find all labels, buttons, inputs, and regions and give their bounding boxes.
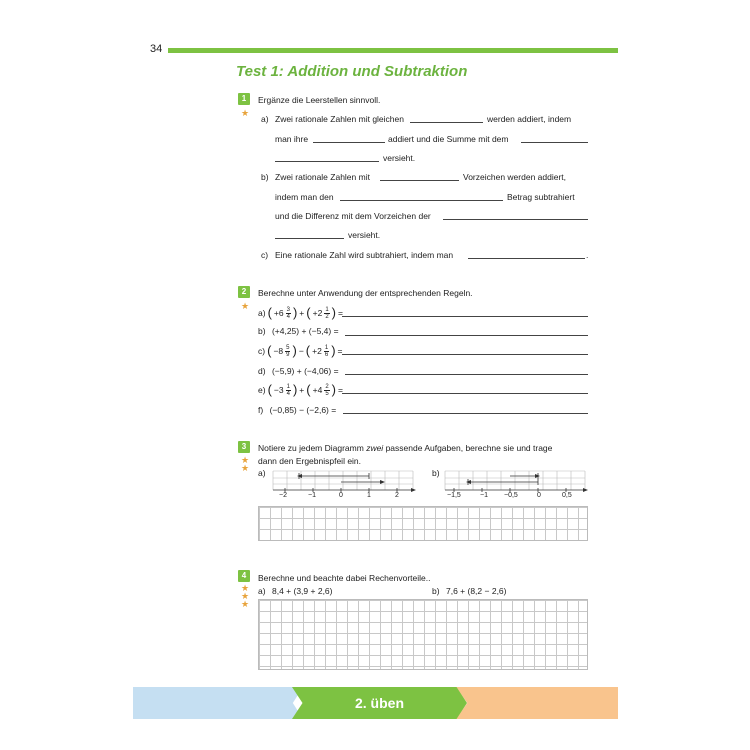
page-number: 34 <box>150 43 163 55</box>
tick-label: −2 <box>279 492 287 499</box>
task-3-instruction: Notiere zu jedem Diagramm zwei passende Aufgaben, berechne sie und trage <box>258 443 553 453</box>
fill-in-blank[interactable] <box>340 200 503 201</box>
task-3-badge: 3 <box>238 441 250 453</box>
task-2-instruction: Berechne unter Anwendung der entsprechenden Regeln. <box>258 288 473 298</box>
task-1a-text-1: Zwei rationale Zahlen mit gleichen <box>275 114 404 124</box>
fill-in-blank[interactable] <box>275 161 379 162</box>
fill-in-blank[interactable] <box>468 258 585 259</box>
fill-in-blank[interactable] <box>313 142 385 143</box>
task-1b-label: b) <box>261 172 269 182</box>
fill-in-blank[interactable] <box>380 180 459 181</box>
answer-grid-task-3[interactable] <box>258 506 588 541</box>
task-1a-text-4: addiert und die Summe mit dem <box>388 134 509 144</box>
footer-segment-blue <box>133 687 303 719</box>
answer-grid-task-4[interactable] <box>258 599 588 670</box>
task-4b-label: b) <box>432 586 440 596</box>
task-2-badge: 2 <box>238 286 250 298</box>
task-4b-expression: 7,6 + (8,2 − 2,6) <box>446 586 507 596</box>
fill-in-blank[interactable] <box>443 219 588 220</box>
tick-label: −1 <box>480 492 488 499</box>
task-4a-expression: 8,4 + (3,9 + 2,6) <box>272 586 333 596</box>
fill-in-blank[interactable] <box>410 122 483 123</box>
difficulty-star-icon: ★ <box>241 108 250 118</box>
page-title: Test 1: Addition und Subtraktion <box>236 63 468 80</box>
diagram-a-label: a) <box>258 468 266 478</box>
tick-label: 1 <box>367 492 371 499</box>
task-1a-label: a) <box>261 114 269 124</box>
task-1-badge: 1 <box>238 93 250 105</box>
header-bar <box>168 48 618 53</box>
answer-line[interactable] <box>342 354 588 355</box>
task-4a-label: a) <box>258 586 266 596</box>
task-1a-text-2: werden addiert, indem <box>487 114 572 124</box>
task-2a-expression: a) ( +6 $\frac{3}{4}$ ) + ( +2 $\frac{1}{2}$ ) = <box>258 305 343 320</box>
tick-label: −1,5 <box>447 492 461 499</box>
task-1-instruction: Ergänze die Leerstellen sinnvoll. <box>258 95 381 105</box>
task-1b-text-1: Zwei rationale Zahlen mit <box>275 172 370 182</box>
task-1a-text-5: versieht. <box>383 153 416 163</box>
tick-label: 2 <box>395 492 399 499</box>
task-1c-label: c) <box>261 250 269 260</box>
task-1c-text-2: . <box>586 250 589 260</box>
task-1b-text-2: Vorzeichen werden addiert, <box>463 172 567 182</box>
task-4-badge: 4 <box>238 570 250 582</box>
task-2c-expression: c) ( −8 $\frac{5}{9}$ ) − ( +2 $\frac{1}{6}$ ) = <box>258 343 343 358</box>
task-2e-expression: e) ( −3 $\frac{1}{4}$ ) + ( +4 $\frac{2}{5}$ ) = <box>258 382 343 397</box>
diagram-b-label: b) <box>432 468 440 478</box>
task-2d-expression: d) (−5,9) + (−4,06) = <box>258 366 339 376</box>
difficulty-star-icon: ★ <box>241 301 250 311</box>
tick-label: −0,5 <box>504 492 518 499</box>
footer-segment-orange <box>456 687 618 719</box>
tick-label: −1 <box>308 492 316 499</box>
tick-label: 0 <box>339 492 343 499</box>
task-4-instruction: Berechne und beachte dabei Rechenvorteile.. <box>258 573 431 583</box>
task-2f-expression: f) (−0,85) − (−2,6) = <box>258 405 337 415</box>
tick-label: 0,5 <box>562 492 572 499</box>
task-1b-text-6: versieht. <box>348 230 381 240</box>
fill-in-blank[interactable] <box>275 238 344 239</box>
fill-in-blank[interactable] <box>521 142 588 143</box>
answer-line[interactable] <box>343 413 588 414</box>
difficulty-star-icon: ★ <box>241 463 250 473</box>
task-1b-text-4: Betrag subtrahiert <box>507 192 575 202</box>
difficulty-star-icon: ★ <box>241 583 250 593</box>
item-label: a) <box>258 308 266 318</box>
task-1b-text-3: indem man den <box>275 192 334 202</box>
task-1a-text-3: man ihre <box>275 134 309 144</box>
answer-line[interactable] <box>345 335 588 336</box>
answer-line[interactable] <box>342 316 588 317</box>
tick-label: 0 <box>537 492 541 499</box>
task-1b-text-5: und die Differenz mit dem Vorzeichen der <box>275 211 431 221</box>
difficulty-star-icon: ★ <box>241 599 250 609</box>
footer-label: 2. üben <box>354 695 404 711</box>
difficulty-star-icon: ★ <box>241 591 250 601</box>
difficulty-star-icon: ★ <box>241 455 250 465</box>
task-2b-expression: b) (+4,25) + (−5,4) = <box>258 326 339 336</box>
answer-line[interactable] <box>345 374 588 375</box>
answer-line[interactable] <box>342 393 588 394</box>
task-1c-text-1: Eine rationale Zahl wird subtrahiert, indem man <box>275 250 454 260</box>
task-3-instruction-line-2: dann den Ergebnispfeil ein. <box>258 456 362 466</box>
